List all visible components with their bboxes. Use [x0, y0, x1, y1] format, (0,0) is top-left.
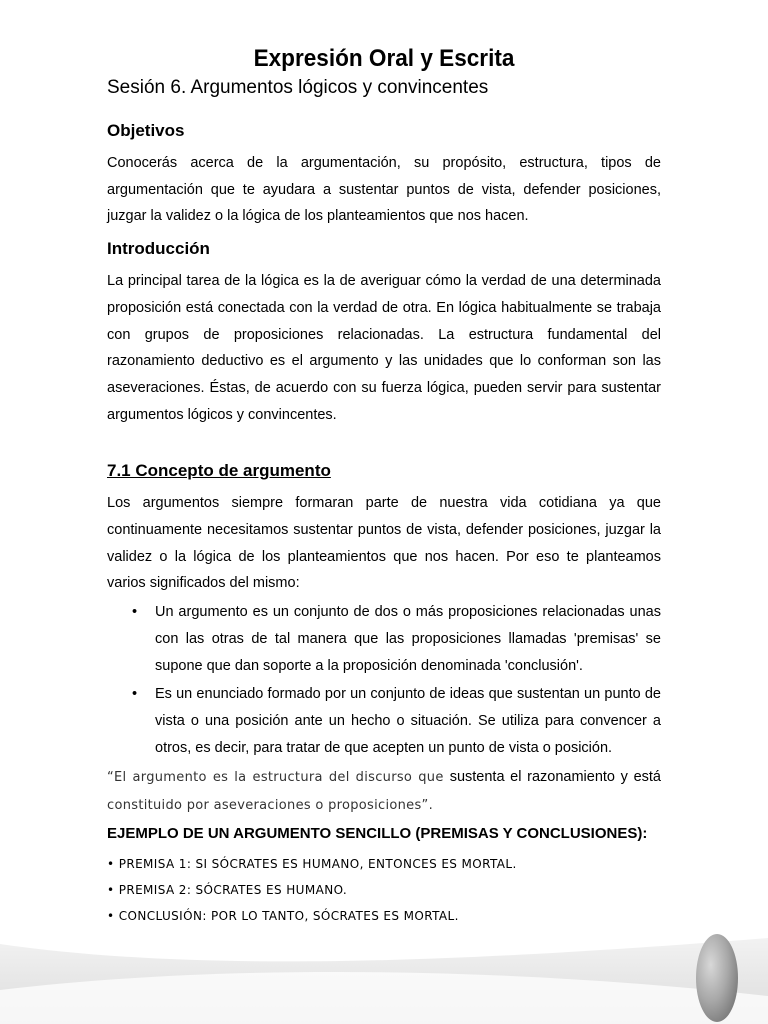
- concepto-paragraph: Los argumentos siempre formaran parte de nuestra vida cotidiana ya que continuamente necesitamos sustentar puntos de vista, defender posiciones, juzgar la validez o la lógica de los planteamientos que nos hacen. Por eso te planteamos varios significados del mismo:: [107, 495, 661, 592]
- objetivos-heading: Objetivos: [107, 121, 185, 140]
- bullet-text: Es un enunciado formado por un conjunto de ideas que sustentan un punto de vista o una posición ante un hecho o situación. Se utiliza para convencer a otros, es decir, para tratar de que acepten un punto de vista o posición.: [155, 686, 661, 757]
- concepto-bullet-list: [107, 599, 661, 762]
- bullet-text: Un argumento es un conjunto de dos o más proposiciones relacionadas unas con las otras de tal manera que las proposiciones llamadas 'premisas' se supone que dan soporte a la proposición denominada 'conclusión'.: [155, 604, 661, 675]
- bullet-item: [132, 599, 661, 680]
- page-subtitle: Sesión 6. Argumentos lógicos y convincentes: [107, 77, 489, 98]
- footer-oval-icon: [696, 934, 738, 1022]
- ejemplo-heading: EJEMPLO DE UN ARGUMENTO SENCILLO (PREMISAS Y CONCLUSIONES):: [107, 825, 648, 843]
- document-page: [107, 42, 661, 929]
- premisa-1: • PREMISA 1: SI SÓCRATES ES HUMANO, ENTONCES ES MORTAL.: [107, 857, 517, 872]
- introduccion-heading: Introducción: [107, 239, 210, 259]
- argument-quote: [107, 764, 661, 819]
- conclusion: • CONCLUSIÓN: POR LO TANTO, SÓCRATES ES MORTAL.: [107, 909, 459, 924]
- footer-decoration: [0, 930, 768, 1024]
- introduccion-paragraph: La principal tarea de la lógica es la de averiguar cómo la verdad de una determinada proposición está conectada con la verdad de otra. En lógica habitualmente se trabaja con grupos de proposiciones relacionadas. La estructura fundamental del razonamiento deductivo es el argumento y las unidades que lo conforman son las aseveraciones. Éstas, de acuerdo con su fuerza lógica, pueden servir para sustentar argumentos lógicos y convincentes.: [107, 273, 661, 423]
- quote-part-1: “El argumento es la estructura del discurso que: [107, 770, 450, 786]
- premisa-2: • PREMISA 2: SÓCRATES ES HUMANO.: [107, 883, 348, 898]
- concepto-heading: 7.1 Concepto de argumento: [107, 461, 331, 481]
- bullet-dot: •: [132, 604, 138, 621]
- bullet-item: [132, 681, 661, 762]
- objetivos-paragraph: Conocerás acerca de la argumentación, su propósito, estructura, tipos de argumentación que te ayudara a sustentar puntos de vista, defender posiciones, juzgar la validez o la lógica de los planteamientos que nos hacen.: [107, 155, 661, 225]
- bullet-dot: •: [132, 686, 138, 703]
- quote-part-3: constituido por aseveraciones o proposiciones”.: [107, 797, 434, 813]
- page-title: Expresión Oral y Escrita: [253, 45, 515, 72]
- quote-part-2: sustenta el razonamiento y está: [449, 769, 661, 786]
